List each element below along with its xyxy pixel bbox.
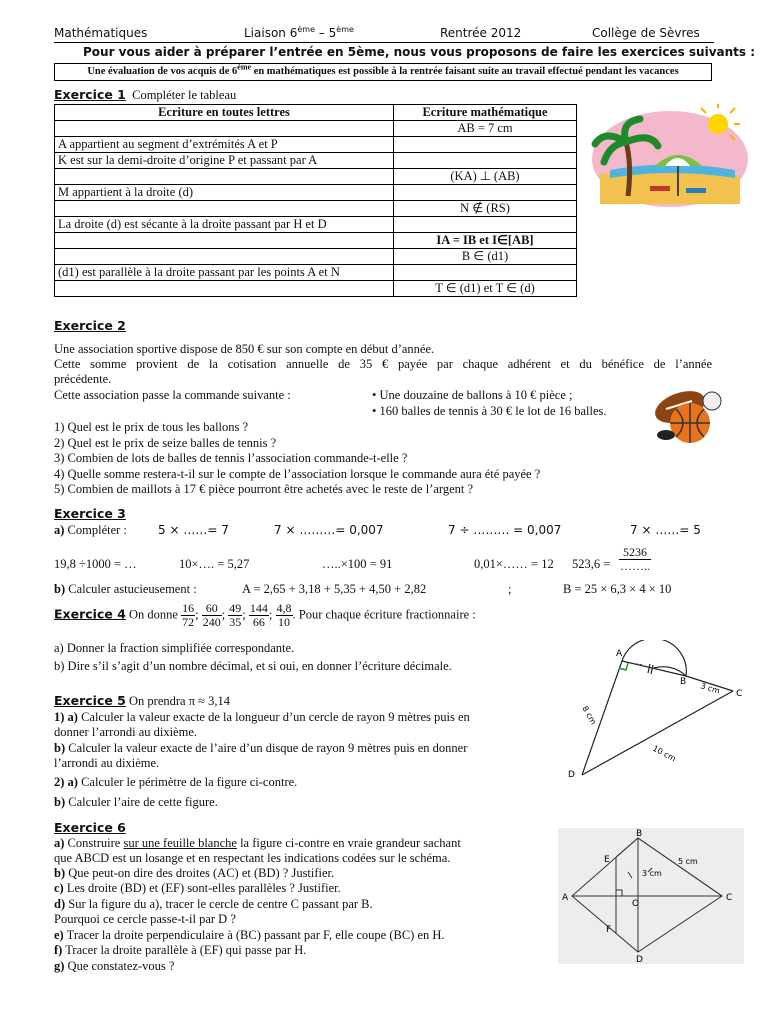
table-row: AB = 7 cm xyxy=(55,121,577,137)
ex3-b5: 523,6 = xyxy=(572,557,611,571)
ex3-a1: 5 × ……= 7 xyxy=(158,523,229,537)
ex6-label-a: A xyxy=(562,893,569,903)
ex5-q1b: b) Calculer la valeur exacte de l’aire d’un disque de rayon 9 mètres puis en donner xyxy=(54,741,468,755)
ex6-label-e: E xyxy=(604,855,610,865)
ex6-d: d) Sur la figure du a), tracer le cercle de centre C passant par B. xyxy=(54,897,373,911)
ex3-a2: 7 × ………= 0,007 xyxy=(274,523,384,537)
ex5-q1a: 1) a) Calculer la valeur exacte de la longueur d’un cercle de rayon 9 mètres puis en xyxy=(54,710,470,724)
ex5-q1a-cont: donner l’arrondi au dixième. xyxy=(54,725,198,739)
ex5-label-8cm: 8 cm xyxy=(580,704,598,727)
evaluation-banner: Une évaluation de vos acquis de 6ème en mathématiques est possible à la rentrée faisant suite au travail effectué pendant les vacances xyxy=(54,63,712,81)
table-row: (d1) est parallèle à la droite passant par les points A et N xyxy=(55,265,577,281)
ex6-a: a) Construire sur une feuille blanche la figure ci-contre en vraie grandeur sachant xyxy=(54,836,461,850)
ex4-a: a) Donner la fraction simplifiée correspondante. xyxy=(54,641,295,655)
ex6-label-d: D xyxy=(636,955,643,964)
table-row: IA = IB et I∈[AB] xyxy=(55,233,577,249)
table-row: A appartient au segment d’extrémités A et P xyxy=(55,137,577,153)
ex5-label-a: A xyxy=(616,649,623,659)
ex3-sep: ; xyxy=(508,582,512,596)
ex6-g: g) Que constatez-vous ? xyxy=(54,959,175,973)
ex2-q5: 5) Combien de maillots à 17 € pièce pourront être achetés avec le reste de l’argent ? xyxy=(54,482,474,496)
ex3-expr-b: B = 25 × 6,3 × 4 × 10 xyxy=(563,582,672,596)
ex3-b2: 10×…. = 5,27 xyxy=(179,557,250,571)
ex6-c: c) Les droite (BD) et (EF) sont-elles parallèles ? Justifier. xyxy=(54,881,341,895)
ex6-label-5cm: 5 cm xyxy=(678,857,698,866)
ex2-bullet-tennis: • 160 balles de tennis à 30 € le lot de 16 balles. xyxy=(372,404,607,418)
ex6-label-3cm: 3 cm xyxy=(642,869,662,878)
intro-text: Pour vous aider à préparer l’entrée en 5ème, nous vous proposons de faire les exercices suivants : xyxy=(83,45,756,59)
ex6-label-b: B xyxy=(636,829,643,839)
ex6-a-cont: que ABCD est un losange et en respectant les indications codées sur le schéma. xyxy=(54,851,451,865)
ex1-col-letters: Ecriture en toutes lettres xyxy=(55,105,394,121)
ex2-p2a: Cette somme provient de la cotisation annuelle de 35 € payée par chaque adhérent et du bénéfice de l’année xyxy=(54,357,712,371)
ex1-col-math: Ecriture mathématique xyxy=(394,105,577,121)
ex5-tick xyxy=(651,665,653,674)
table-row: La droite (d) est sécante à la droite passant par H et D xyxy=(55,217,577,233)
ex5-label-c: C xyxy=(736,689,743,699)
beach-clipart-icon xyxy=(590,104,750,209)
ex5-label-b: B xyxy=(680,677,687,687)
ex3-a-label: a) Compléter : xyxy=(54,523,127,537)
ex1-heading: Exercice 1 Compléter le tableau xyxy=(54,87,237,102)
ex2-p1: Une association sportive dispose de 850 € sur son compte en début d’année. xyxy=(54,342,435,356)
ex6-rhombus-figure xyxy=(558,828,744,964)
ex3-title: Exercice 3 xyxy=(54,506,126,521)
header-rule xyxy=(54,42,714,43)
ex2-q2: 2) Quel est le prix de seize balles de tennis ? xyxy=(54,436,277,450)
ex5-q2b: b) Calculer l’aire de cette figure. xyxy=(54,795,218,809)
ex3-b-label: b) Calculer astucieusement : xyxy=(54,582,197,596)
ex5-label-d: D xyxy=(568,770,575,780)
ex6-e: e) Tracer la droite perpendiculaire à (BC) passant par F, elle coupe (BC) en H. xyxy=(54,928,445,942)
ex6-f: f) Tracer la droite parallèle à (EF) qui passe par H. xyxy=(54,943,307,957)
ex2-q1: 1) Quel est le prix de tous les ballons ? xyxy=(54,420,249,434)
ex5-segment-dc xyxy=(582,691,733,775)
ex5-segment-ab xyxy=(622,661,686,676)
ex2-title: Exercice 2 xyxy=(54,318,126,333)
ex6-b: b) Que peut-on dire des droites (AC) et (BD) ? Justifier. xyxy=(54,866,335,880)
table-row: K est sur la demi-droite d’origine P et passant par A xyxy=(55,153,577,169)
ex3-a4: 7 × ……= 5 xyxy=(630,523,701,537)
header-subject: Mathématiques xyxy=(54,26,148,40)
ex5-q1b-cont: l’arrondi au dixième. xyxy=(54,756,160,770)
ex2-p2b: précédente. xyxy=(54,372,112,386)
table-row: T ∈ (d1) et T ∈ (d) xyxy=(55,281,577,297)
ex5-q2a: 2) a) Calculer le périmètre de la figure ci-contre. xyxy=(54,775,298,789)
ex6-d-cont: Pourquoi ce cercle passe-t-il par D ? xyxy=(54,912,236,926)
table-row: B ∈ (d1) xyxy=(55,249,577,265)
ex6-title: Exercice 6 xyxy=(54,820,126,835)
ex2-q4: 4) Quelle somme restera-t-il sur le compte de l’association lorsque le commande aura été payée ? xyxy=(54,467,541,481)
ex3-b3: …..×100 = 91 xyxy=(322,557,393,571)
table-row: N ∉ (RS) xyxy=(55,201,577,217)
ex5-tick xyxy=(648,664,650,673)
ex6-label-o: O xyxy=(632,899,640,909)
ex3-a3: 7 ÷ ……… = 0,007 xyxy=(448,523,562,537)
ex2-bullet-ballons: • Une douzaine de ballons à 10 € pièce ; xyxy=(372,388,573,402)
ex3-b4: 0,01×…… = 12 xyxy=(474,557,554,571)
ex5-label-10cm: 10 cm xyxy=(651,743,678,764)
header-liaison: Liaison 6ème – 5ème xyxy=(244,25,354,40)
ex5-label-3cm: 3 cm xyxy=(699,681,722,696)
ex4-heading: Exercice 4 On donne $\frac{16}{72}$ ; $\frac{60}{240}$ ; $\frac{49}{35}$ ; $\frac{144}{66}$ ; $\frac{4,8}{10}$ . Pour chaque écriture fractionnaire : xyxy=(54,601,476,629)
table-row: (KA) ⊥ (AB) xyxy=(55,169,577,185)
ex3-fraction: $\frac{5236}{\dots\dots..}$ xyxy=(620,545,650,573)
ex5-figure xyxy=(556,640,756,790)
header-rentree: Rentrée 2012 xyxy=(440,26,522,40)
ex3-b1: 19,8 ÷1000 = … xyxy=(54,557,137,571)
ex2-q3: 3) Combien de lots de balles de tennis l’association commande-t-elle ? xyxy=(54,451,408,465)
ex4-b: b) Dire s’il s’agit d’un nombre décimal, et si oui, en donner l’écriture décimale. xyxy=(54,659,452,673)
sports-balls-icon xyxy=(652,385,722,447)
table-row: M appartient à la droite (d) xyxy=(55,185,577,201)
ex1-table xyxy=(54,104,577,297)
ex3-expr-a: A = 2,65 + 3,18 + 5,35 + 4,50 + 2,82 xyxy=(242,582,427,596)
ex2-p3: Cette association passe la commande suivante : xyxy=(54,388,291,402)
header-college: Collège de Sèvres xyxy=(592,26,700,40)
ex5-semicircle xyxy=(622,640,686,676)
ex6-label-f: F xyxy=(606,925,612,935)
ex6-label-c: C xyxy=(726,893,733,903)
ex5-heading: Exercice 5 On prendra π ≈ 3,14 xyxy=(54,693,230,708)
